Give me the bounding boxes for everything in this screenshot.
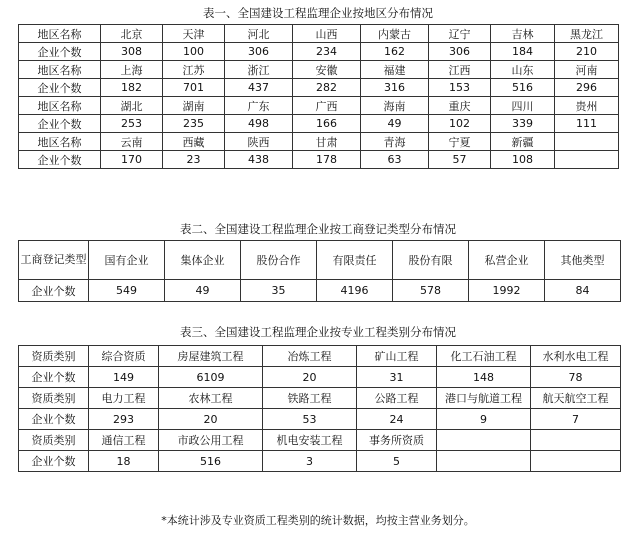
qualification-cell bbox=[437, 451, 531, 472]
qualification-cell: 53 bbox=[263, 409, 357, 430]
region-table bbox=[18, 24, 619, 169]
region-cell: 63 bbox=[361, 151, 429, 169]
region-cell: 河北 bbox=[225, 25, 293, 43]
qualification-cell: 24 bbox=[357, 409, 437, 430]
region-cell: 296 bbox=[555, 79, 619, 97]
region-cell: 重庆 bbox=[429, 97, 491, 115]
region-cell: 甘肃 bbox=[293, 133, 361, 151]
table2-header-cell: 有限责任 bbox=[317, 241, 393, 280]
qualification-cell: 148 bbox=[437, 367, 531, 388]
region-cell: 江西 bbox=[429, 61, 491, 79]
table-row bbox=[19, 79, 619, 97]
table-row bbox=[19, 133, 619, 151]
table-row bbox=[19, 151, 619, 169]
region-cell: 河南 bbox=[555, 61, 619, 79]
qualification-cell: 航天航空工程 bbox=[531, 388, 621, 409]
qualification-cell: 港口与航道工程 bbox=[437, 388, 531, 409]
table-row bbox=[19, 280, 621, 302]
region-cell: 178 bbox=[293, 151, 361, 169]
qualification-cell: 18 bbox=[89, 451, 159, 472]
qualification-cell: 5 bbox=[357, 451, 437, 472]
region-row-label: 企业个数 bbox=[19, 115, 101, 133]
table2-value-cell: 578 bbox=[393, 280, 469, 302]
table-row bbox=[19, 388, 621, 409]
region-cell: 282 bbox=[293, 79, 361, 97]
region-cell: 316 bbox=[361, 79, 429, 97]
qualification-cell: 78 bbox=[531, 367, 621, 388]
region-cell: 天津 bbox=[163, 25, 225, 43]
qualification-cell: 市政公用工程 bbox=[159, 430, 263, 451]
table2-header-cell: 股份合作 bbox=[241, 241, 317, 280]
region-cell: 辽宁 bbox=[429, 25, 491, 43]
region-cell: 黑龙江 bbox=[555, 25, 619, 43]
region-row-label: 地区名称 bbox=[19, 133, 101, 151]
qualification-cell bbox=[531, 451, 621, 472]
region-cell: 153 bbox=[429, 79, 491, 97]
table3-caption: 表三、全国建设工程监理企业按专业工程类别分布情况 bbox=[180, 325, 456, 339]
qualification-cell: 6109 bbox=[159, 367, 263, 388]
qualification-cell: 9 bbox=[437, 409, 531, 430]
qualification-cell bbox=[437, 430, 531, 451]
region-cell: 陕西 bbox=[225, 133, 293, 151]
registration-type-table bbox=[18, 240, 621, 302]
qualification-cell: 20 bbox=[159, 409, 263, 430]
table2-header-cell: 国有企业 bbox=[89, 241, 165, 280]
table-row bbox=[19, 97, 619, 115]
table-row bbox=[19, 43, 619, 61]
region-cell: 253 bbox=[101, 115, 163, 133]
region-cell: 57 bbox=[429, 151, 491, 169]
region-cell: 49 bbox=[361, 115, 429, 133]
qualification-cell: 农林工程 bbox=[159, 388, 263, 409]
region-row-label: 企业个数 bbox=[19, 151, 101, 169]
table2-value-cell: 1992 bbox=[469, 280, 545, 302]
region-row-label: 企业个数 bbox=[19, 43, 101, 61]
region-cell: 内蒙古 bbox=[361, 25, 429, 43]
region-cell: 184 bbox=[491, 43, 555, 61]
region-cell: 宁夏 bbox=[429, 133, 491, 151]
qualification-cell: 公路工程 bbox=[357, 388, 437, 409]
region-row-label: 地区名称 bbox=[19, 61, 101, 79]
qualification-cell: 化工石油工程 bbox=[437, 346, 531, 367]
qualification-cell: 通信工程 bbox=[89, 430, 159, 451]
qualification-cell: 水利水电工程 bbox=[531, 346, 621, 367]
qualification-row-label: 资质类别 bbox=[19, 346, 89, 367]
region-cell bbox=[555, 133, 619, 151]
region-cell: 701 bbox=[163, 79, 225, 97]
region-cell: 安徽 bbox=[293, 61, 361, 79]
table-row bbox=[19, 25, 619, 43]
region-cell: 上海 bbox=[101, 61, 163, 79]
region-cell: 166 bbox=[293, 115, 361, 133]
region-cell: 云南 bbox=[101, 133, 163, 151]
qualification-cell: 综合资质 bbox=[89, 346, 159, 367]
qualification-cell: 机电安装工程 bbox=[263, 430, 357, 451]
region-row-label: 地区名称 bbox=[19, 97, 101, 115]
region-cell: 308 bbox=[101, 43, 163, 61]
region-cell: 108 bbox=[491, 151, 555, 169]
table2-value-cell: 84 bbox=[545, 280, 621, 302]
table-row bbox=[19, 409, 621, 430]
region-cell: 234 bbox=[293, 43, 361, 61]
region-cell: 100 bbox=[163, 43, 225, 61]
region-cell: 162 bbox=[361, 43, 429, 61]
table2-header-cell: 其他类型 bbox=[545, 241, 621, 280]
table-row bbox=[19, 430, 621, 451]
table-row bbox=[19, 451, 621, 472]
region-cell: 306 bbox=[429, 43, 491, 61]
region-cell: 111 bbox=[555, 115, 619, 133]
table2-value-cell: 49 bbox=[165, 280, 241, 302]
region-cell: 湖北 bbox=[101, 97, 163, 115]
region-cell: 170 bbox=[101, 151, 163, 169]
table2-value-cell: 4196 bbox=[317, 280, 393, 302]
qualification-cell: 149 bbox=[89, 367, 159, 388]
footnote: *本统计涉及专业资质工程类别的统计数据，均按主营业务划分。 bbox=[161, 514, 475, 527]
qualification-cell: 铁路工程 bbox=[263, 388, 357, 409]
region-row-label: 企业个数 bbox=[19, 79, 101, 97]
qualification-cell: 31 bbox=[357, 367, 437, 388]
table2-header-cell: 股份有限 bbox=[393, 241, 469, 280]
region-cell: 西藏 bbox=[163, 133, 225, 151]
region-cell: 437 bbox=[225, 79, 293, 97]
qualification-cell: 7 bbox=[531, 409, 621, 430]
qualification-cell: 516 bbox=[159, 451, 263, 472]
region-cell: 吉林 bbox=[491, 25, 555, 43]
region-cell: 广东 bbox=[225, 97, 293, 115]
region-cell: 北京 bbox=[101, 25, 163, 43]
region-cell: 102 bbox=[429, 115, 491, 133]
table2-value-label: 企业个数 bbox=[19, 280, 89, 302]
table2-caption: 表二、全国建设工程监理企业按工商登记类型分布情况 bbox=[180, 222, 456, 236]
region-cell: 海南 bbox=[361, 97, 429, 115]
region-cell: 湖南 bbox=[163, 97, 225, 115]
table-row bbox=[19, 115, 619, 133]
region-cell: 青海 bbox=[361, 133, 429, 151]
region-cell: 235 bbox=[163, 115, 225, 133]
qualification-cell: 事务所资质 bbox=[357, 430, 437, 451]
qualification-cell: 冶炼工程 bbox=[263, 346, 357, 367]
region-cell: 498 bbox=[225, 115, 293, 133]
table-row bbox=[19, 61, 619, 79]
table2-header-cell: 私营企业 bbox=[469, 241, 545, 280]
qualification-cell: 20 bbox=[263, 367, 357, 388]
table-row bbox=[19, 241, 621, 280]
region-cell: 306 bbox=[225, 43, 293, 61]
region-cell: 山东 bbox=[491, 61, 555, 79]
qualification-row-label: 资质类别 bbox=[19, 388, 89, 409]
region-cell bbox=[555, 151, 619, 169]
qualification-row-label: 企业个数 bbox=[19, 451, 89, 472]
qualification-cell: 3 bbox=[263, 451, 357, 472]
region-cell: 516 bbox=[491, 79, 555, 97]
region-cell: 浙江 bbox=[225, 61, 293, 79]
qualification-row-label: 企业个数 bbox=[19, 367, 89, 388]
region-cell: 339 bbox=[491, 115, 555, 133]
table-row bbox=[19, 367, 621, 388]
region-cell: 210 bbox=[555, 43, 619, 61]
table1-caption: 表一、全国建设工程监理企业按地区分布情况 bbox=[203, 6, 433, 20]
qualification-cell: 房屋建筑工程 bbox=[159, 346, 263, 367]
region-cell: 新疆 bbox=[491, 133, 555, 151]
region-cell: 四川 bbox=[491, 97, 555, 115]
table2-value-cell: 35 bbox=[241, 280, 317, 302]
region-cell: 广西 bbox=[293, 97, 361, 115]
region-cell: 江苏 bbox=[163, 61, 225, 79]
table2-value-cell: 549 bbox=[89, 280, 165, 302]
table-row bbox=[19, 346, 621, 367]
qualification-row-label: 资质类别 bbox=[19, 430, 89, 451]
region-row-label: 地区名称 bbox=[19, 25, 101, 43]
region-cell: 福建 bbox=[361, 61, 429, 79]
table2-header-label: 工商登记类型 bbox=[19, 241, 89, 280]
region-cell: 23 bbox=[163, 151, 225, 169]
region-cell: 182 bbox=[101, 79, 163, 97]
qualification-cell bbox=[531, 430, 621, 451]
qualification-row-label: 企业个数 bbox=[19, 409, 89, 430]
region-cell: 山西 bbox=[293, 25, 361, 43]
qualification-cell: 293 bbox=[89, 409, 159, 430]
table2-header-cell: 集体企业 bbox=[165, 241, 241, 280]
qualification-cell: 矿山工程 bbox=[357, 346, 437, 367]
region-cell: 438 bbox=[225, 151, 293, 169]
qualification-table bbox=[18, 345, 621, 472]
region-cell: 贵州 bbox=[555, 97, 619, 115]
qualification-cell: 电力工程 bbox=[89, 388, 159, 409]
